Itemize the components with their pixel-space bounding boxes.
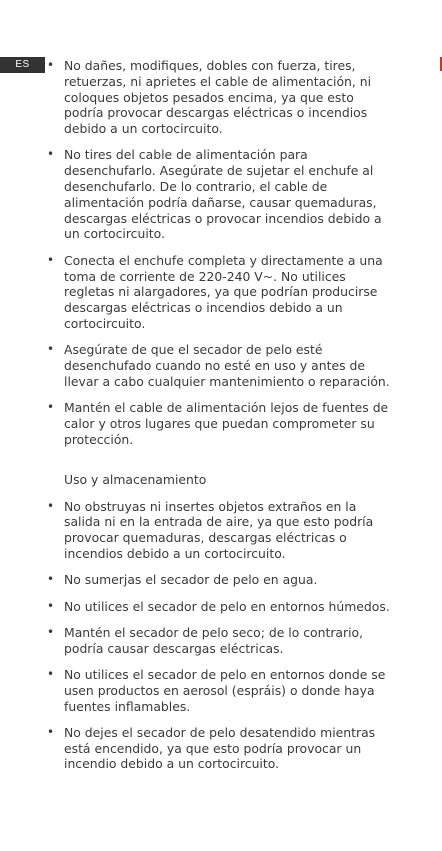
bullet-icon: • <box>47 624 55 639</box>
list-item-text: No dejes el secador de pelo desatendido mientras está encendido, ya que esto podría provocar un incendio debido a un cortocircuito. <box>64 724 376 772</box>
bullet-icon: • <box>47 598 55 613</box>
list-item <box>44 499 396 562</box>
list-item <box>44 58 396 137</box>
bullet-icon: • <box>47 342 55 357</box>
list-item-text: No tires del cable de alimentación para desenchufarlo. Asegúrate de sujetar el enchufe al desenchufarlo. De lo contrario, el cable de alimentación podría dañarse, causar quemaduras, descargas eléctricas o provocar incendios debido a un cortocircuito. <box>64 147 382 242</box>
language-tab: ES <box>0 57 45 73</box>
list-item-text: No obstruyas ni insertes objetos extraños en la salida ni en la entrada de aire, ya que esto podría provocar quemaduras, descargas eléctricas o incendios debido a un cortocircuito. <box>64 498 374 561</box>
list-item <box>44 342 396 389</box>
list-item <box>44 599 396 615</box>
list-item <box>44 400 396 447</box>
bullet-icon: • <box>47 724 55 739</box>
list-item-text: No dañes, modifiques, dobles con fuerza, tires, retuerzas, ni aprietes el cable de alimentación, ni coloques objetos pesados encima, ya que esto podría provocar descargas eléctricas o incendios debido a un cortocircuito. <box>64 58 372 137</box>
bullet-icon: • <box>47 58 55 72</box>
manual-content <box>44 58 396 783</box>
list-item <box>44 253 396 332</box>
section-heading: Uso y almacenamiento <box>64 471 207 487</box>
bullet-icon: • <box>47 572 55 587</box>
list-item-text: Mantén el secador de pelo seco; de lo contrario, podría causar descargas eléctricas. <box>64 624 364 656</box>
list-item <box>44 667 396 714</box>
safety-list <box>44 58 396 448</box>
bullet-icon: • <box>47 252 55 267</box>
list-item <box>44 725 396 772</box>
list-item-text: No utilices el secador de pelo en entornos donde se usen productos en aerosol (espráis) o donde haya fuentes inflamables. <box>64 666 386 714</box>
bullet-icon: • <box>47 400 55 415</box>
list-item-text: Mantén el cable de alimentación lejos de fuentes de calor y otros lugares que puedan comprometer su protección. <box>64 400 389 447</box>
list-item-text: Asegúrate de que el secador de pelo esté desenchufado cuando no esté en uso y antes de llevar a cabo cualquier mantenimiento o reparación. <box>64 342 390 389</box>
bullet-icon: • <box>47 666 55 681</box>
list-item <box>44 147 396 242</box>
list-item <box>44 625 396 657</box>
bullet-icon: • <box>47 498 55 513</box>
list-item-text: No utilices el secador de pelo en entornos húmedos. <box>64 598 390 614</box>
list-item-text: Conecta el enchufe completa y directamente a una toma de corriente de 220-240 V~. No utilices regletas ni alargadores, ya que podrían producirse descargas eléctricas o incendios debido a un cortocircuito. <box>64 252 383 331</box>
bullet-icon: • <box>47 147 55 162</box>
list-item-text: No sumerjas el secador de pelo en agua. <box>64 572 318 588</box>
usage-list <box>44 499 396 773</box>
list-item <box>44 572 396 588</box>
